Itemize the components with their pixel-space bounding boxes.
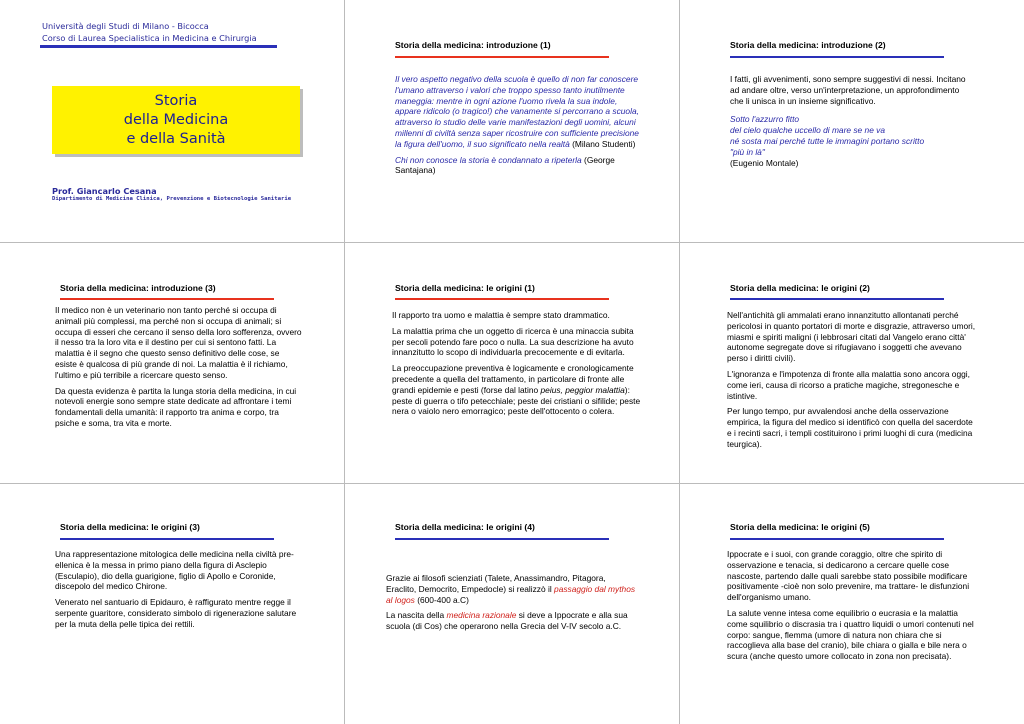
title-rule xyxy=(395,538,609,540)
quote-author: (Milano Studenti) xyxy=(569,138,636,149)
quote-author: (George Santajana) xyxy=(395,154,615,176)
quote-paragraph xyxy=(395,74,645,150)
slide-title: Storia della medicina: le origini (3) xyxy=(60,522,200,532)
paragraph xyxy=(392,363,642,417)
paragraph: L'ignoranza e l'impotenza di fronte alla malattia sono ancora oggi, come ieri, causa di ricorso a pratiche magiche, stregonesche e istintive. xyxy=(727,368,970,401)
paragraph xyxy=(386,573,636,605)
cover-title xyxy=(52,92,300,149)
paragraph: I fatti, gli avvenimenti, sono sempre suggestivi di nessi. Incitano ad andare oltre, verso un'interpretazione, un approfondimento che li unisca in un insieme significativo. xyxy=(730,74,966,106)
slide-body xyxy=(392,310,642,422)
title-rule xyxy=(395,56,609,58)
paragraph-italic: peius, peggior malattia xyxy=(540,384,625,395)
paragraph: Il rapporto tra uomo e malattia è sempre stato drammatico. xyxy=(392,310,610,320)
author-name: Prof. Giancarlo Cesana xyxy=(52,186,157,196)
paragraph-text: La preoccupazione preventiva è logicamente e cronologicamente precedente a quella del trattamento, in particolare di fronte alle grandi epidemie e pesti (forse dal latino xyxy=(392,363,634,395)
department-name: Dipartimento di Medicina Clinica, Prevenzione e Biotecnologie Sanitarie xyxy=(52,196,292,202)
highlight-text: passaggio dal mythos al logos xyxy=(386,583,636,605)
paragraph: Per lungo tempo, pur avvalendosi anche della osservazione empirica, la figura del medico si identificò con quella del sacerdote e i recinti sacri, i templi costituirono i primi luoghi di cura (medicina teurgica). xyxy=(727,406,973,449)
cover-title-line-3: e della Sanità xyxy=(126,131,226,147)
paragraph-text: Grazie ai filosofi scienziati (Talete, Anassimandro, Pitagora, Eraclito, Democrito, Empedocle) si realizzò il xyxy=(386,573,606,594)
paragraph: Ippocrate e i suoi, con grande coraggio, oltre che spirito di osservazione e tenacia, si dedicarono a cercare quelle cose nascoste, partendo dalle quali sarebbe stato possibile modificare positivamente -cioè non solo prevenire, ma trattare- le disfunzioni dell'organismo umano. xyxy=(727,549,970,603)
poem-line: Sotto l'azzurro fitto xyxy=(730,114,800,125)
slide-origini-2 xyxy=(680,243,1024,484)
slide-origini-3 xyxy=(0,484,345,724)
paragraph: La malattia prima che un oggetto di ricerca è una minaccia subita per secoli potendo fare poco o nulla. La sua descrizione ha avuto innanzitutto lo scopo di individuarla precocemente e di evitarla. xyxy=(392,325,634,358)
title-rule xyxy=(60,538,274,540)
slide-title: Storia della medicina: introduzione (1) xyxy=(395,40,551,50)
slide-origini-4 xyxy=(345,484,680,724)
cover-rule xyxy=(40,45,277,48)
slide-title: Storia della medicina: introduzione (2) xyxy=(730,40,886,50)
university-name: Università degli Studi di Milano - Bicocca xyxy=(42,21,209,31)
slide-body xyxy=(386,573,636,637)
slide-body xyxy=(730,74,970,168)
slide-body xyxy=(727,549,977,667)
slide-body xyxy=(55,549,303,635)
highlight-text: medicina razionale xyxy=(446,610,517,621)
slide-cover xyxy=(0,0,345,243)
paragraph-text: (600-400 a.C) xyxy=(414,594,469,605)
poem xyxy=(730,114,970,157)
paragraph-text: si deve a Ippocrate e alla sua scuola (di Cos) che operarono nella Grecia del V-IV secolo a.C. xyxy=(386,610,628,632)
quote-paragraph xyxy=(395,155,645,177)
slide-title: Storia della medicina: le origini (4) xyxy=(395,522,535,532)
paragraph: Nell'antichità gli ammalati erano innanzitutto allontanati perché pericolosi in quanto portatori di morte e disgrazie, attraverso umori, miasmi e spiriti maligni (i lebbrosari citati dal Vangelo erano città' autonome segregate dove si rifugiavano i soggetti che avevano perso i diritti civili). xyxy=(727,310,976,364)
slide-body xyxy=(395,74,645,181)
slide-title: Storia della medicina: le origini (1) xyxy=(395,283,535,293)
slide-body xyxy=(55,305,303,434)
poem-line: né sosta mai perché tutte le immagini portano scritto xyxy=(730,135,925,146)
quote-text: Chi non conosce la storia è condannato a ripeterla xyxy=(395,154,582,165)
slide-origini-1 xyxy=(345,243,680,484)
poem-line: "più in là" xyxy=(730,146,765,157)
paragraph: Il medico non è un veterinario non tanto perché si occupa di animali più complessi, ma perché non si occupa di animali; si occupa di esseri che cercano il senso della loro sofferenza, ovvero il nesso tra la loro vita e il destino per cui si sentono fatti. La malattia è il segno che questo senso definitivo delle cose, se esiste è qualcosa di più grande di noi. La malattia è il richiamo, l'ultimo e più terribile a ricercare questo senso. xyxy=(55,305,302,380)
slide-title: Storia della medicina: introduzione (3) xyxy=(60,283,216,293)
quote-text: Il vero aspetto negativo della scuola è quello di non far conoscere l'umano attraverso i valori che troppo spesso tanto inutilmente maneggia: mentre in ogni azione l'uomo rivela la sua indole, appare ridicolo (o tragico!) che vanamente si percorrano a scuola, attraverso lo studio delle varie manifestazioni degli uomini, alcuni millenni di civiltà senza saper ricostruire con sufficiente precisione la figura dell'uomo, il suo significato nella realtà xyxy=(395,74,639,149)
slide-title: Storia della medicina: le origini (5) xyxy=(730,522,870,532)
paragraph xyxy=(386,610,636,632)
slide-title: Storia della medicina: le origini (2) xyxy=(730,283,870,293)
paragraph: Da questa evidenza è partita la lunga storia della medicina, in cui notevoli energie sono sempre state dedicate ad affrontare i temi fondamentali della umanità: il rapporto tra anima e corpo, tra psiche e soma, tra vita e morte. xyxy=(55,385,297,428)
slide-introduzione-1 xyxy=(345,0,680,243)
paragraph-text: La nascita della xyxy=(386,610,447,621)
paragraph: La salute venne intesa come equilibrio o eucrasia e la malattia come squilibrio o discrasia tra i quattro liquidi o umori contenuti nel corpo: sangue, flemma (umore di natura non chiara che si raccoglieva alla base del cranio), bile chiara o gialla e bile nera o scura (anche questo umore collocato in zona non precisata). xyxy=(727,607,974,662)
poem-line: del cielo qualche uccello di mare se ne va xyxy=(730,125,886,136)
cover-title-box xyxy=(52,86,300,154)
title-rule xyxy=(730,538,944,540)
slide-body xyxy=(727,310,977,455)
paragraph: Una rappresentazione mitologica delle medicina nella civiltà pre-ellenica è la messa in primo piano della figura di Asclepio (Esculapio), dio della guarigione, figlio di Apollo e Coronide, discepolo del medico Chirone. xyxy=(55,549,294,592)
course-name: Corso di Laurea Specialistica in Medicina e Chirurgia xyxy=(42,33,257,43)
title-rule xyxy=(730,298,944,300)
cover-title-line-2: della Medicina xyxy=(123,112,229,128)
title-rule xyxy=(730,56,944,58)
slide-origini-5 xyxy=(680,484,1024,724)
title-rule xyxy=(60,298,274,300)
poem-author: (Eugenio Montale) xyxy=(730,157,799,168)
paragraph: Venerato nel santuario di Epidauro, è raffigurato mentre regge il serpente guaritore, considerato simbolo di rigenerazione salutare per la muta della pelle tipica dei rettili. xyxy=(55,597,297,629)
paragraph-text: ): peste di guerra o tifo petecchiale; peste dei cristiani o sifilide; peste nera o vaiolo nero emorragico; peste dell'ottocento o colera. xyxy=(392,384,641,417)
slide-introduzione-2 xyxy=(680,0,1024,243)
slide-introduzione-3 xyxy=(0,243,345,484)
cover-title-line-1: Storia xyxy=(154,93,198,109)
cover-header xyxy=(42,20,257,44)
title-rule xyxy=(395,298,609,300)
